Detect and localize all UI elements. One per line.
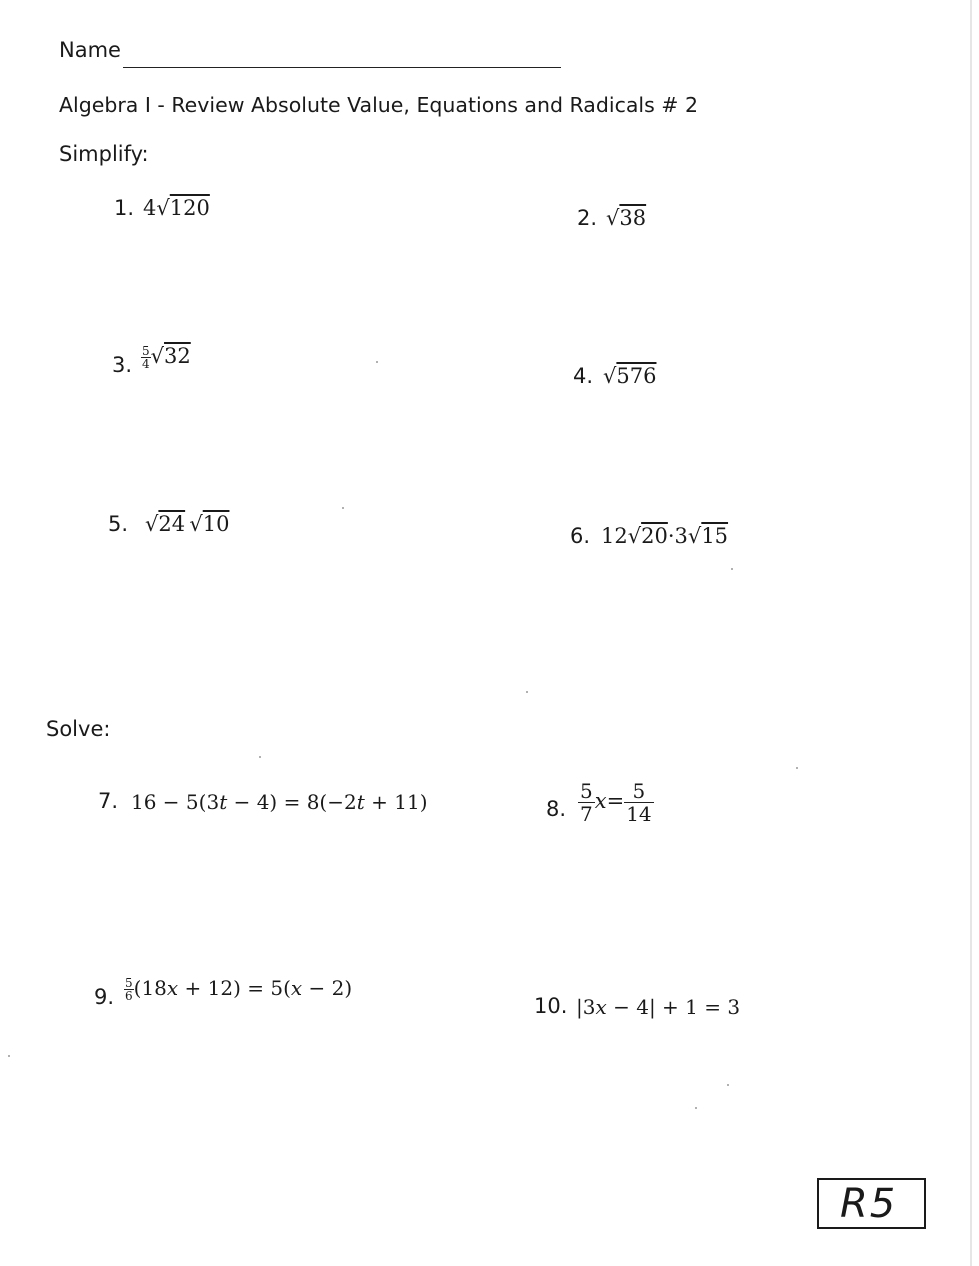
problem-2-number: 2. xyxy=(577,206,598,230)
problem-5-number: 5. xyxy=(108,512,129,536)
scan-speck xyxy=(259,756,261,758)
fraction-numerator: 5 xyxy=(624,780,653,803)
problem-1-radicand: 120 xyxy=(169,196,210,220)
scan-speck xyxy=(8,1055,10,1057)
problem-3-radicand: 32 xyxy=(164,344,191,368)
equation-part: |3 xyxy=(576,995,596,1019)
fraction-denominator: 6 xyxy=(125,989,133,1003)
variable-t: t xyxy=(219,790,228,814)
radical-sign: √ xyxy=(603,364,617,388)
problem-5-radicand-a: 24 xyxy=(158,512,186,536)
equation-part: − 4| + 1 = 3 xyxy=(606,995,741,1019)
problem-5-radicand-b: 10 xyxy=(202,512,230,536)
problem-7-number: 7. xyxy=(98,789,119,813)
fraction-numerator: 5 xyxy=(125,976,133,990)
problem-6-expression xyxy=(601,524,728,548)
page-title: Algebra I - Review Absolute Value, Equations and Radicals # 2 xyxy=(59,93,699,117)
problem-1-number: 1. xyxy=(114,196,135,220)
fraction-numerator: 5 xyxy=(142,344,150,358)
problem-6-radicand-b: 15 xyxy=(701,524,729,548)
equals-sign: = xyxy=(606,789,625,813)
equation-part: 16 − 5(3 xyxy=(131,790,220,814)
scan-speck xyxy=(727,1084,729,1086)
fraction-denominator: 4 xyxy=(142,357,150,371)
problem-8-expression xyxy=(578,780,654,825)
equation-part: (18 xyxy=(133,976,167,1000)
problem-1-coef: 4 xyxy=(143,196,157,220)
problem-2-radicand: 38 xyxy=(619,206,647,230)
problem-4-radicand: 576 xyxy=(616,364,657,388)
solve-label: Solve: xyxy=(46,717,111,741)
problem-6-number: 6. xyxy=(570,524,591,548)
problem-3-expression xyxy=(141,344,191,370)
scan-speck xyxy=(796,767,798,769)
fraction-numerator: 5 xyxy=(580,779,593,803)
page-edge-shadow xyxy=(970,0,972,1266)
variable-x: x xyxy=(594,789,607,813)
problem-6-radicand-a: 20 xyxy=(641,524,668,548)
problem-2-expression xyxy=(606,206,646,230)
scan-speck xyxy=(376,361,378,363)
variable-t: t xyxy=(356,790,365,814)
problem-8-fraction-left xyxy=(578,780,595,825)
problem-4-number: 4. xyxy=(573,364,594,388)
variable-x: x xyxy=(290,976,303,1000)
problem-6-coef-a: 12 xyxy=(601,524,628,548)
problem-8-number: 8. xyxy=(546,797,567,821)
variable-x: x xyxy=(595,995,607,1019)
radical-sign: √ xyxy=(627,524,642,548)
variable-x: x xyxy=(166,976,179,1000)
problem-9-expression xyxy=(124,976,352,1002)
equation-part: − 2) xyxy=(302,976,353,1000)
radical-sign: √ xyxy=(145,512,159,536)
problem-9-fraction xyxy=(124,977,134,1002)
scan-speck xyxy=(731,568,733,570)
scan-speck xyxy=(526,691,528,693)
problem-5-expression xyxy=(145,512,229,536)
problem-9-number: 9. xyxy=(94,985,115,1009)
scan-speck xyxy=(342,507,344,509)
stamp-label: R5 xyxy=(840,1181,898,1227)
scan-speck xyxy=(695,1107,697,1109)
radical-sign: √ xyxy=(687,524,702,548)
equation-part: + 11) xyxy=(364,790,428,814)
fraction-denominator: 14 xyxy=(626,802,652,826)
radical-sign: √ xyxy=(606,206,620,230)
equation-part: + 12) = 5( xyxy=(178,976,291,1000)
problem-10-number: 10. xyxy=(534,994,568,1018)
problem-6-coef-b: 3 xyxy=(674,524,688,548)
problem-1-expression xyxy=(143,196,210,220)
equation-part: − 4) = 8(−2 xyxy=(227,790,357,814)
problem-3-fraction xyxy=(141,345,151,370)
radical-sign: √ xyxy=(189,512,203,536)
problem-8-fraction-right xyxy=(624,780,653,825)
problem-3-number: 3. xyxy=(112,353,133,377)
name-blank-line xyxy=(123,67,561,68)
problem-4-expression xyxy=(603,364,656,388)
multiply-dot: · xyxy=(667,524,675,548)
radical-sign: √ xyxy=(156,196,170,220)
problem-7-expression xyxy=(131,790,428,814)
simplify-label: Simplify: xyxy=(59,142,149,166)
name-label: Name xyxy=(59,38,121,62)
fraction-denominator: 7 xyxy=(580,802,593,826)
problem-10-expression xyxy=(576,995,740,1019)
radical-sign: √ xyxy=(150,344,165,368)
